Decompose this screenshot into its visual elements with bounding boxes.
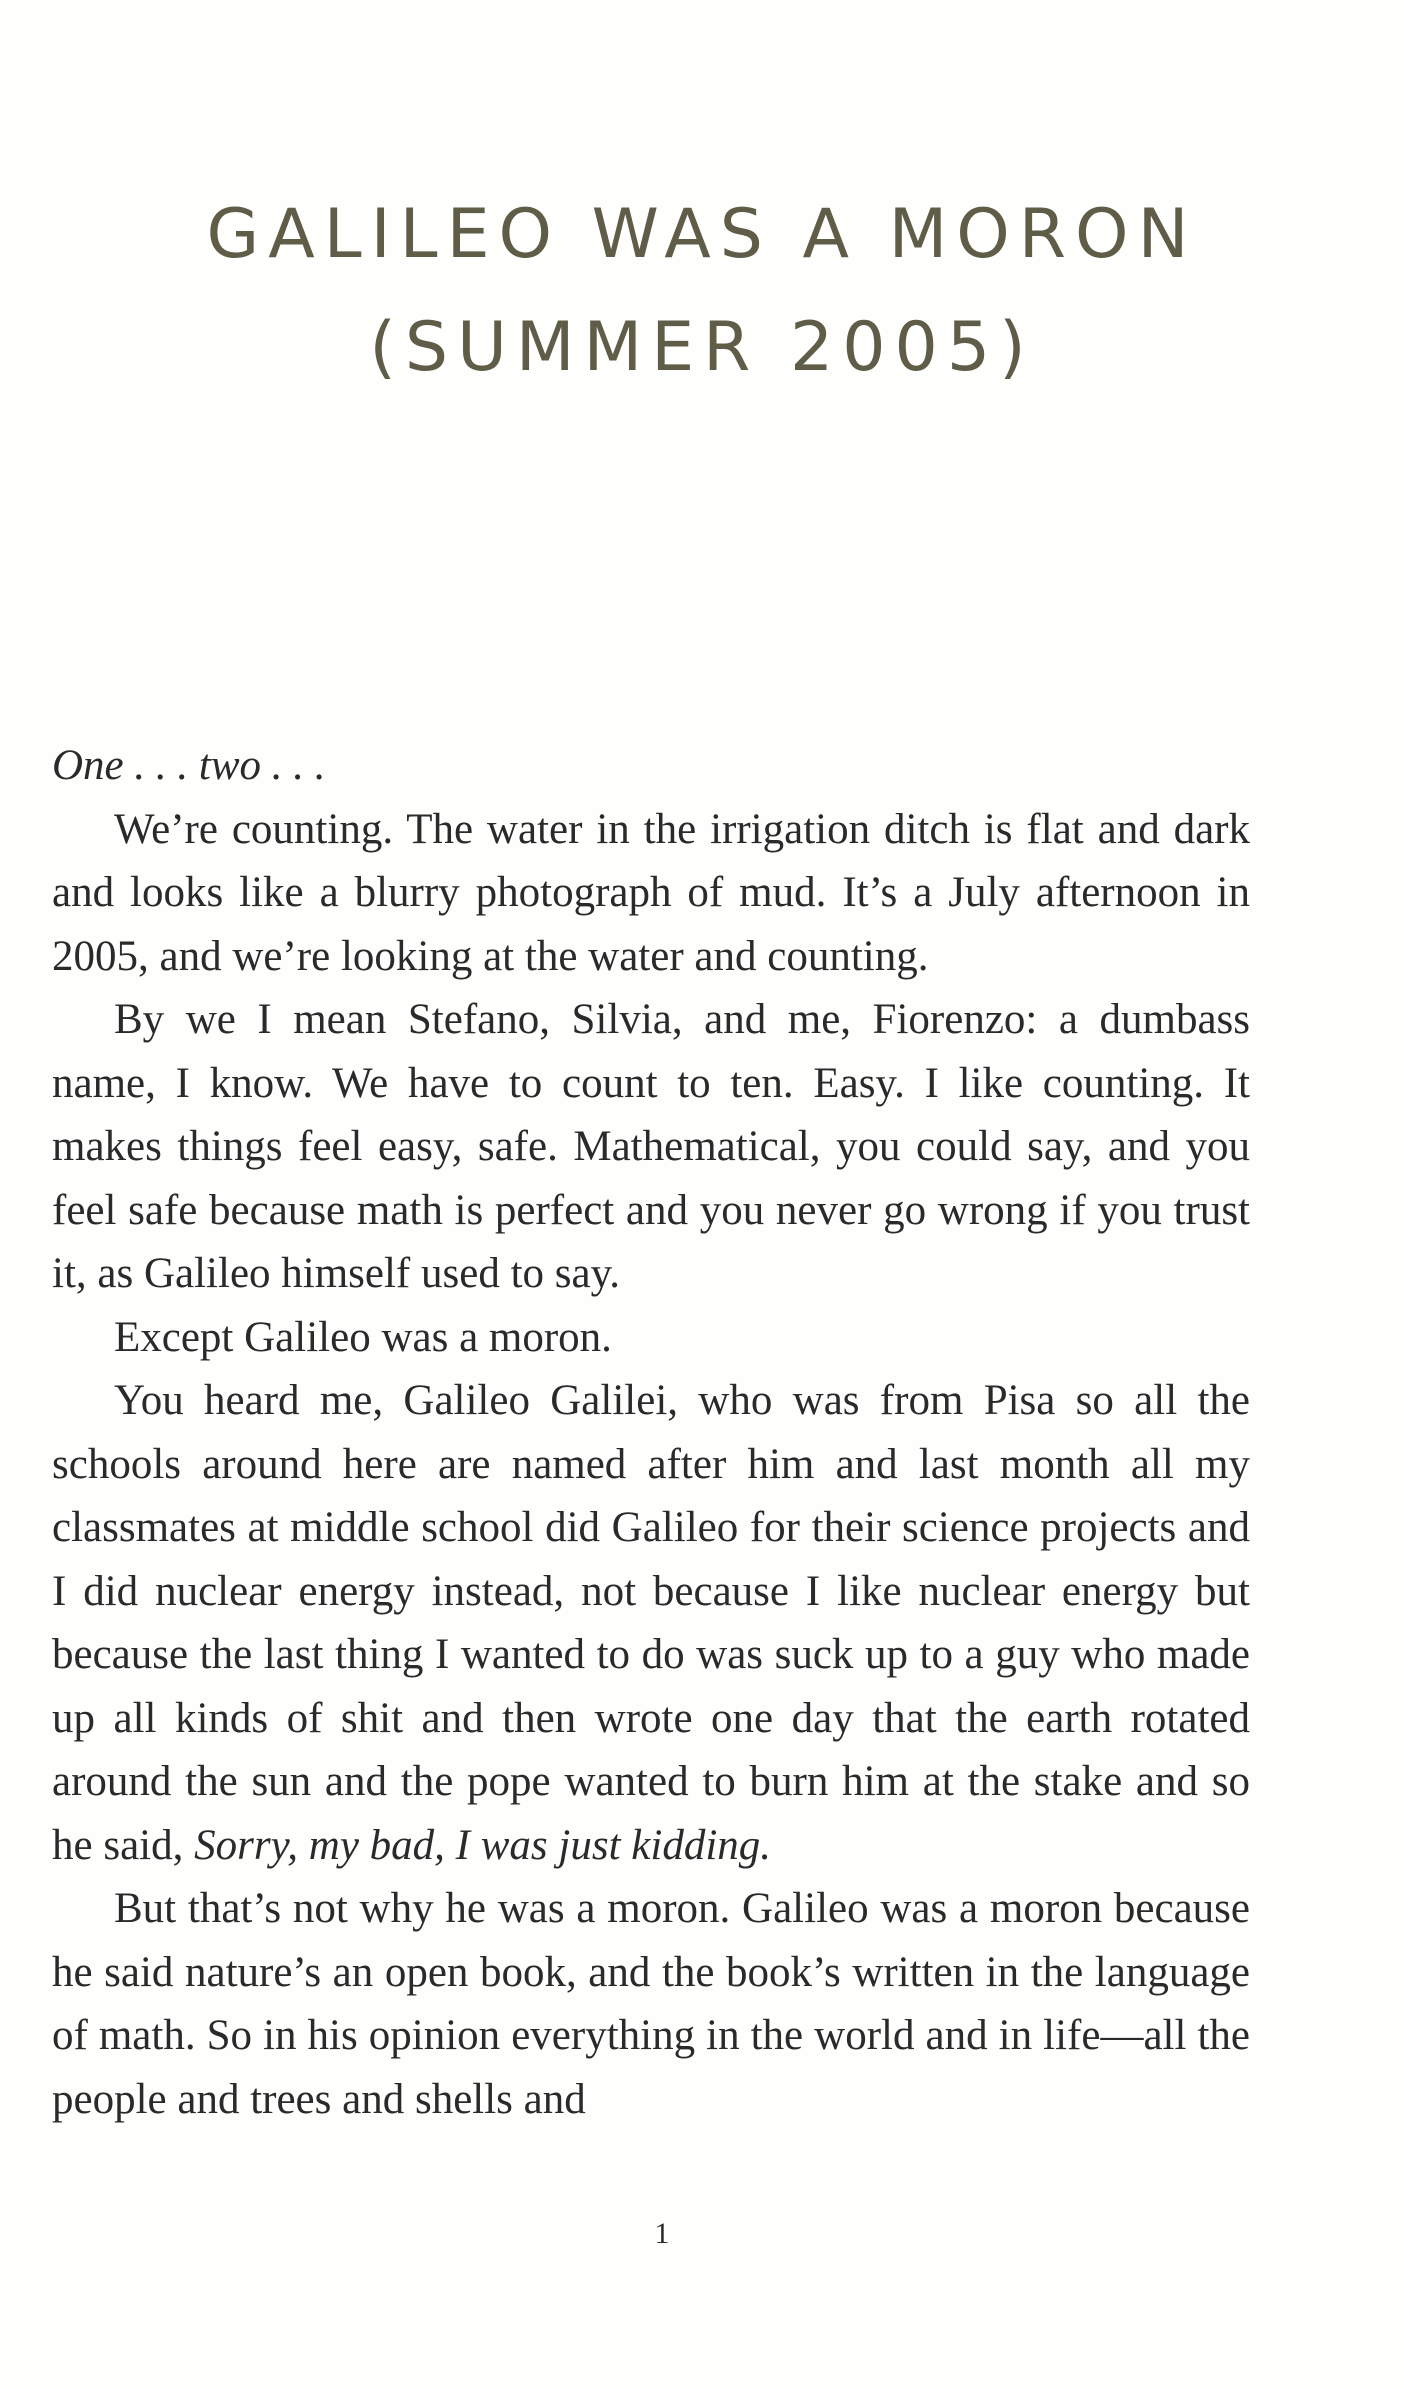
paragraph-4 — [52, 1369, 1250, 1877]
chapter-title-line-2: (SUMMER 2005) — [369, 308, 1035, 387]
paragraph-1: We’re counting. The water in the irrigation ditch is flat and dark and looks like a blurry photograph of mud. It’s a July afternoon in 2005, and we’re looking at the water and counting. — [52, 805, 1250, 980]
chapter-body — [52, 734, 1250, 2131]
paragraph-2: By we I mean Stefano, Silvia, and me, Fiorenzo: a dumbass name, I know. We have to count to ten. Easy. I like counting. It makes things feel easy, safe. Mathematical, you could say, and you feel safe because math is perfect and you never go wrong if you trust it, as Galileo himself used to say. — [52, 996, 1250, 1297]
opening-line: One . . . two . . . — [52, 742, 326, 789]
page-number: 1 — [654, 2217, 670, 2250]
paragraph-5: But that’s not why he was a moron. Galileo was a moron because he said nature’s an open book, and the book’s written in the language of math. So in his opinion everything in the world and in life—all the people and trees and shells and — [52, 1885, 1250, 2123]
chapter-title-line-1: GALILEO WAS A MORON — [206, 195, 1198, 274]
paragraph-3: Except Galileo was a moron. — [114, 1313, 612, 1361]
chapter-title — [0, 178, 1404, 404]
paragraph-4-text: You heard me, Galileo Galilei, who was from Pisa so all the schools around here are named after him and last month all my classmates at middle school did Galileo for their science projects and I did nuclear energy instead, not because I like nuclear energy but because the last thing I wanted to do was suck up to a guy who made up all kinds of shit and then wrote one day that the earth rotated around the sun and the pope wanted to burn him at the stake and so he said, — [52, 1377, 1250, 1869]
paragraph-4-italic-quote: Sorry, my bad, I was just kidding. — [194, 1821, 772, 1869]
